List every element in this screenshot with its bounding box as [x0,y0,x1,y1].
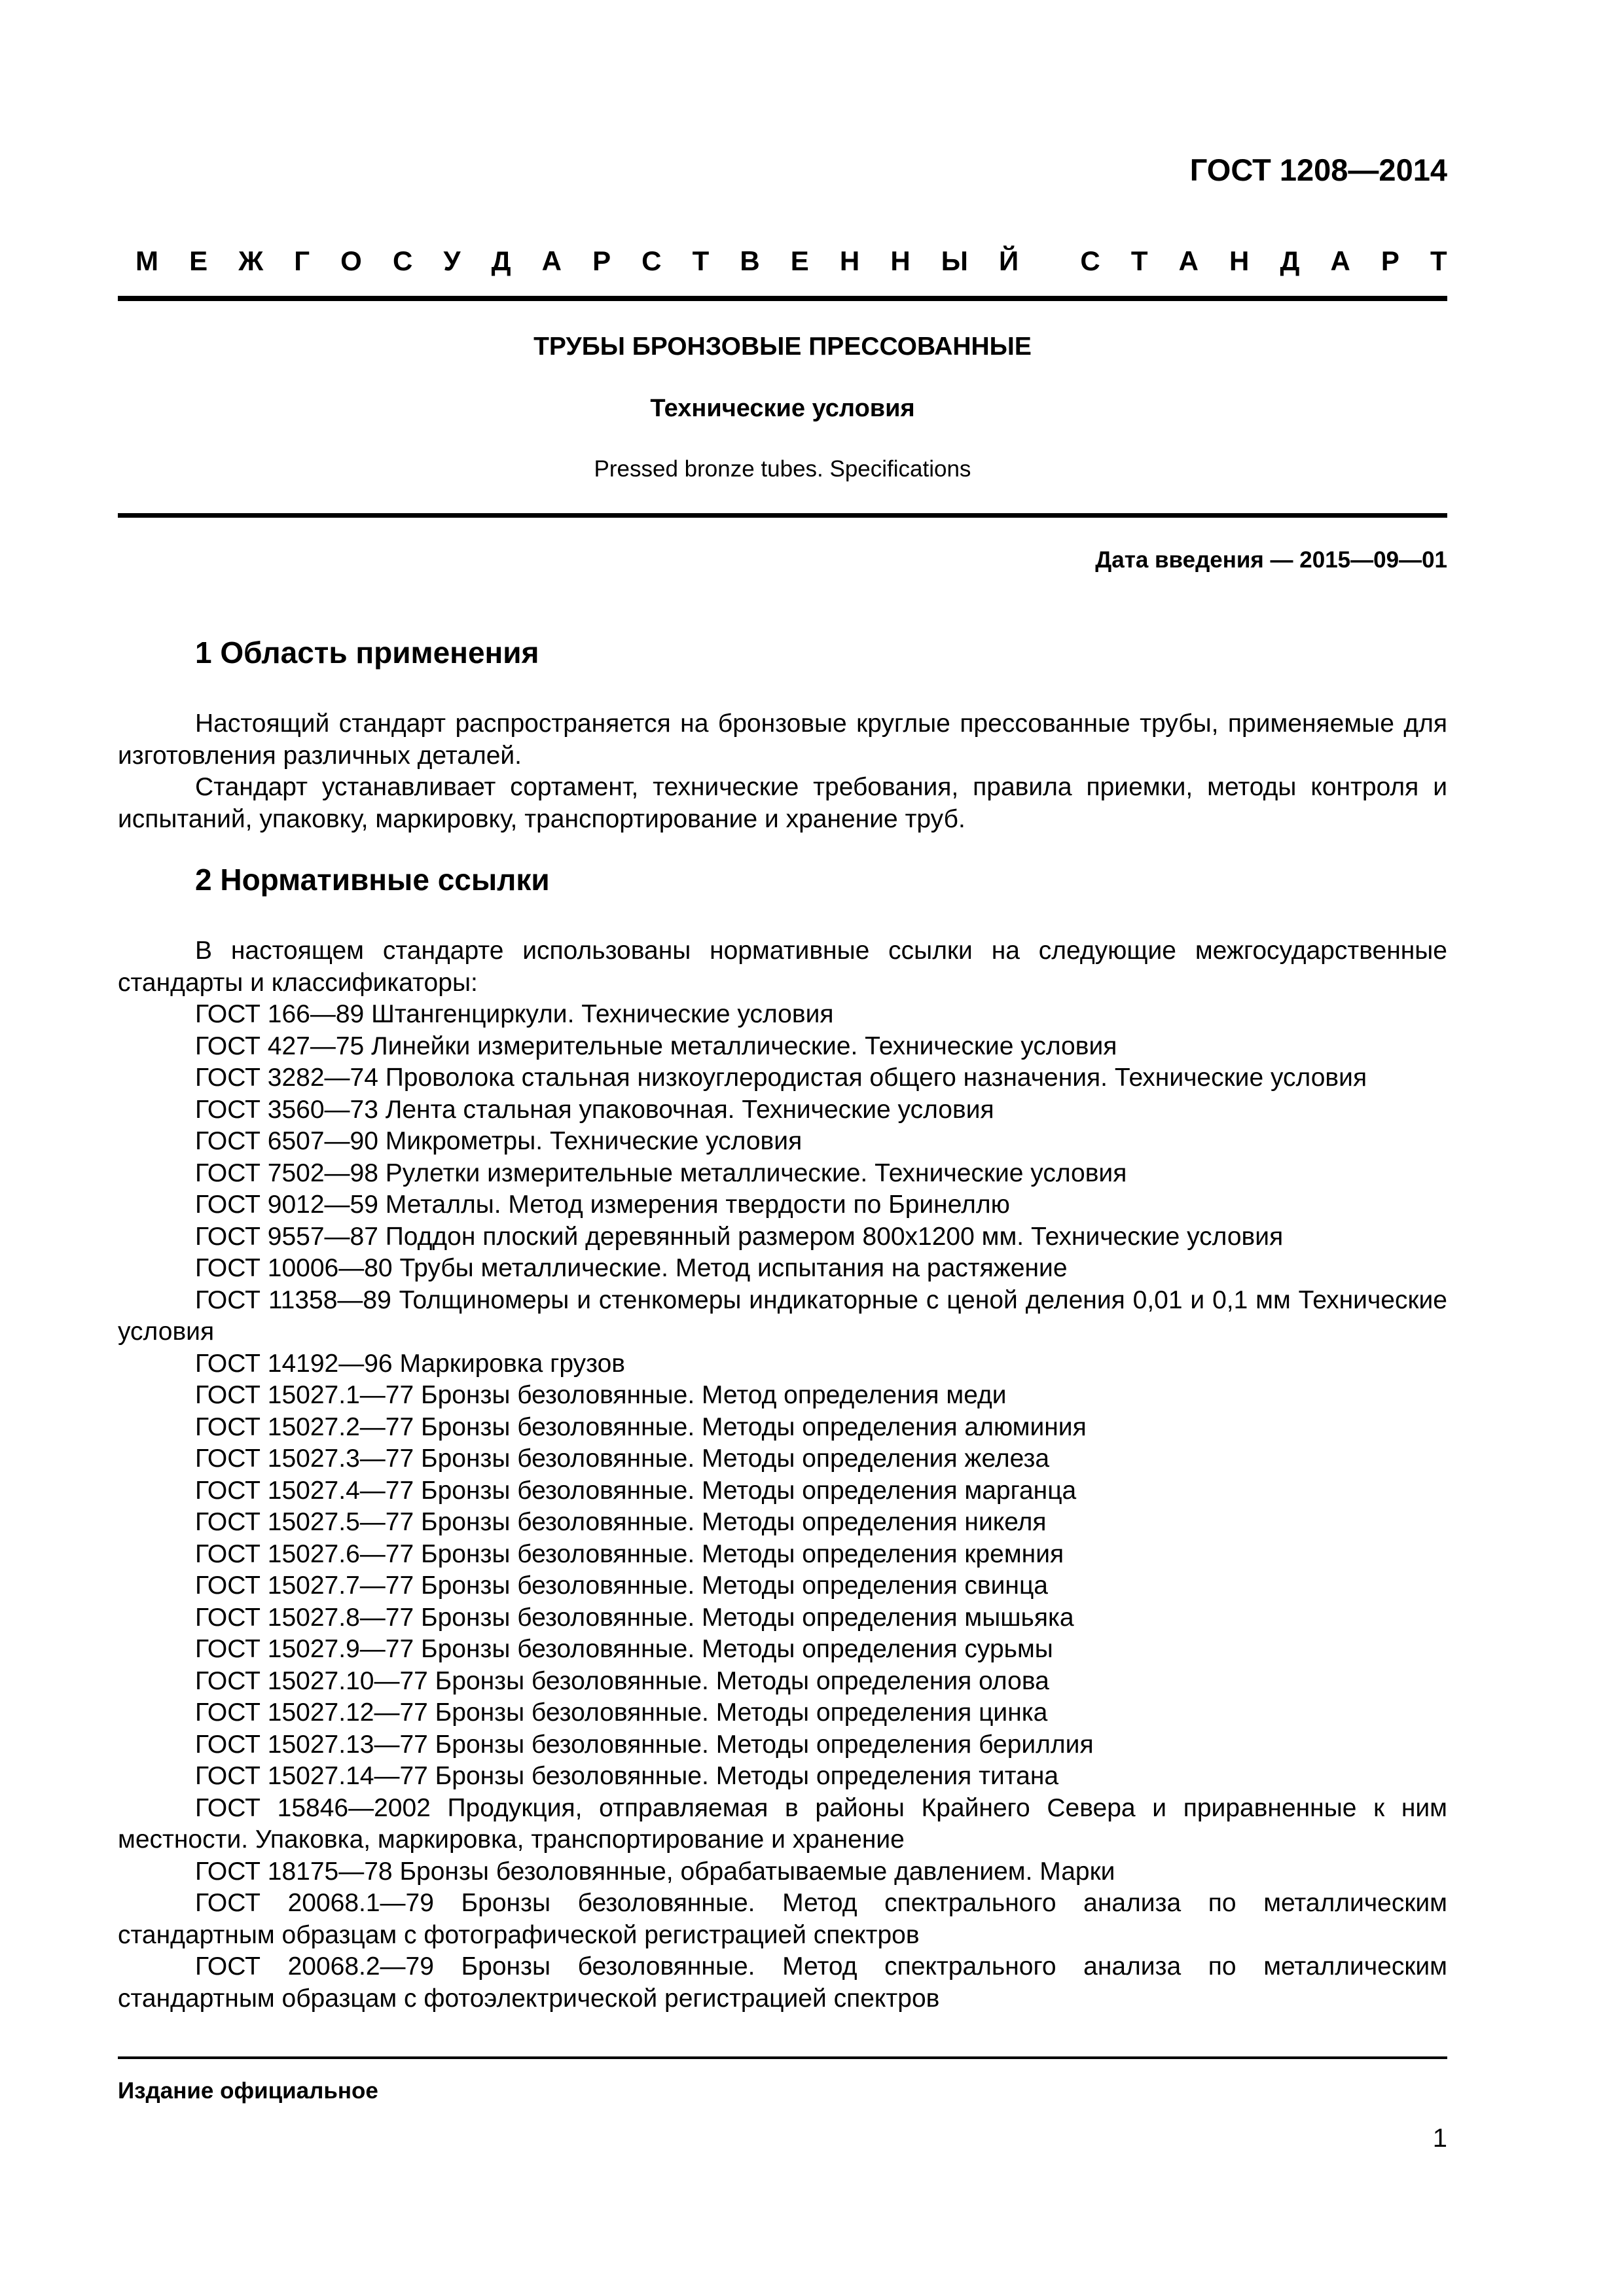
footer-divider [118,2056,1447,2059]
banner-letter: С [641,245,662,276]
banner-letter: А [541,245,562,276]
page-number: 1 [1432,2124,1447,2153]
banner-letter: Р [592,245,611,276]
reference-item: ГОСТ 7502—98 Рулетки измерительные металлические. Технические условия [195,1158,1127,1187]
banner-letter: Н [839,245,860,276]
paragraph: Настоящий стандарт распространяется на бронзовые круглые прессованные трубы, применяемые для изготовления различных деталей. [118,709,1447,770]
reference-item: ГОСТ 9557—87 Поддон плоский деревянный размером 800х1200 мм. Технические условия [195,1222,1284,1251]
reference-item: ГОСТ 427—75 Линейки измерительные металлические. Технические условия [195,1031,1117,1060]
reference-item: ГОСТ 20068.1—79 Бронзы безоловянные. Метод спектрального анализа по металлическим стандартным образцам с фотографической регистрацией спектров [118,1889,1447,1949]
reference-item: ГОСТ 20068.2—79 Бронзы безоловянные. Метод спектрального анализа по металлическим стандартным образцам с фотоэлектрической регистрацией спектров [118,1952,1447,2013]
reference-item: ГОСТ 15027.6—77 Бронзы безоловянные. Методы определения кремния [195,1539,1064,1568]
banner-letter: Т [1430,245,1447,276]
introduction-date: Дата введения — 2015—09—01 [1095,547,1447,573]
title-divider [118,513,1447,518]
banner-letter: Е [189,245,208,276]
banner-letter: Н [890,245,911,276]
reference-item: ГОСТ 166—89 Штангенциркули. Технические условия [195,1000,834,1028]
banner-letter: Р [1380,245,1399,276]
normative-references-list [118,999,1447,2015]
section-2-heading: 2 Нормативные ссылки [195,863,550,897]
reference-item: ГОСТ 11358—89 Толщиномеры и стенкомеры индикаторные с ценой деления 0,01 и 0,1 мм Технические условия [118,1285,1447,1346]
banner-letter: А [1178,245,1199,276]
reference-item: ГОСТ 14192—96 Маркировка грузов [195,1349,625,1378]
reference-item: ГОСТ 15027.13—77 Бронзы безоловянные. Методы определения бериллия [195,1730,1094,1759]
document-subtitle: Технические условия [650,395,915,422]
section-1-body [118,708,1447,835]
reference-item: ГОСТ 15027.8—77 Бронзы безоловянные. Методы определения мышьяка [195,1603,1074,1632]
banner-letter: О [340,245,362,276]
reference-item: ГОСТ 15027.7—77 Бронзы безоловянные. Методы определения свинца [195,1571,1048,1600]
reference-item: ГОСТ 15027.12—77 Бронзы безоловянные. Методы определения цинка [195,1698,1048,1727]
banner-letter: М [135,245,158,276]
reference-item: ГОСТ 3560—73 Лента стальная упаковочная. Технические условия [195,1095,994,1124]
english-title: Pressed bronze tubes. Specifications [594,456,971,482]
banner-letter: Т [692,245,710,276]
reference-item: ГОСТ 18175—78 Бронзы безоловянные, обрабатываемые давлением. Марки [195,1857,1115,1886]
banner-letter: А [1330,245,1350,276]
banner-letter: Д [1280,245,1300,276]
standard-code: ГОСТ 1208—2014 [1189,152,1447,187]
paragraph: Стандарт устанавливает сортамент, технические требования, правила приемки, методы контроля и испытаний, упаковку, маркировку, транспортирование и хранение труб. [118,773,1447,833]
reference-item: ГОСТ 15027.1—77 Бронзы безоловянные. Метод определения меди [195,1381,1007,1409]
section-1-heading: 1 Область применения [195,636,539,670]
banner-letter: Ы [941,245,968,276]
banner-letter: Й [999,245,1019,276]
reference-item: ГОСТ 15027.14—77 Бронзы безоловянные. Методы определения титана [195,1762,1059,1790]
banner-letter: Г [294,245,310,276]
reference-item: ГОСТ 15846—2002 Продукция, отправляемая в районы Крайнего Севера и приравненные к ним местности. Упаковка, маркировка, транспортирование и хранение [118,1793,1447,1854]
banner-letter: Н [1229,245,1250,276]
reference-item: ГОСТ 15027.3—77 Бронзы безоловянные. Методы определения железа [195,1444,1050,1473]
reference-item: ГОСТ 15027.9—77 Бронзы безоловянные. Методы определения сурьмы [195,1635,1053,1663]
reference-item: ГОСТ 9012—59 Металлы. Метод измерения твердости по Бринеллю [195,1191,1010,1219]
interstate-standard-banner [135,245,1447,277]
banner-letter: Ж [238,245,264,276]
reference-item: ГОСТ 15027.4—77 Бронзы безоловянные. Методы определения марганца [195,1476,1077,1505]
reference-item: ГОСТ 15027.5—77 Бронзы безоловянные. Методы определения никеля [195,1508,1047,1536]
banner-letter: С [392,245,413,276]
reference-item: ГОСТ 10006—80 Трубы металлические. Метод испытания на растяжение [195,1254,1068,1282]
banner-letter: Т [1130,245,1148,276]
banner-letter: У [443,245,461,276]
reference-item: ГОСТ 15027.10—77 Бронзы безоловянные. Методы определения олова [195,1666,1049,1695]
reference-item: ГОСТ 3282—74 Проволока стальная низкоуглеродистая общего назначения. Технические условия [195,1064,1367,1092]
banner-letter: Д [491,245,511,276]
official-edition-label: Издание официальное [118,2078,378,2104]
banner-letter: Е [790,245,809,276]
banner-letter: В [740,245,760,276]
banner-letter: С [1080,245,1100,276]
paragraph: В настоящем стандарте использованы нормативные ссылки на следующие межгосударственные стандарты и классификаторы: [118,937,1447,997]
section-2-intro [118,935,1447,999]
reference-item: ГОСТ 6507—90 Микрометры. Технические условия [195,1127,803,1155]
reference-item: ГОСТ 15027.2—77 Бронзы безоловянные. Методы определения алюминия [195,1412,1087,1441]
document-title: ТРУБЫ БРОНЗОВЫЕ ПРЕССОВАННЫЕ [533,332,1032,361]
header-divider [118,296,1447,301]
